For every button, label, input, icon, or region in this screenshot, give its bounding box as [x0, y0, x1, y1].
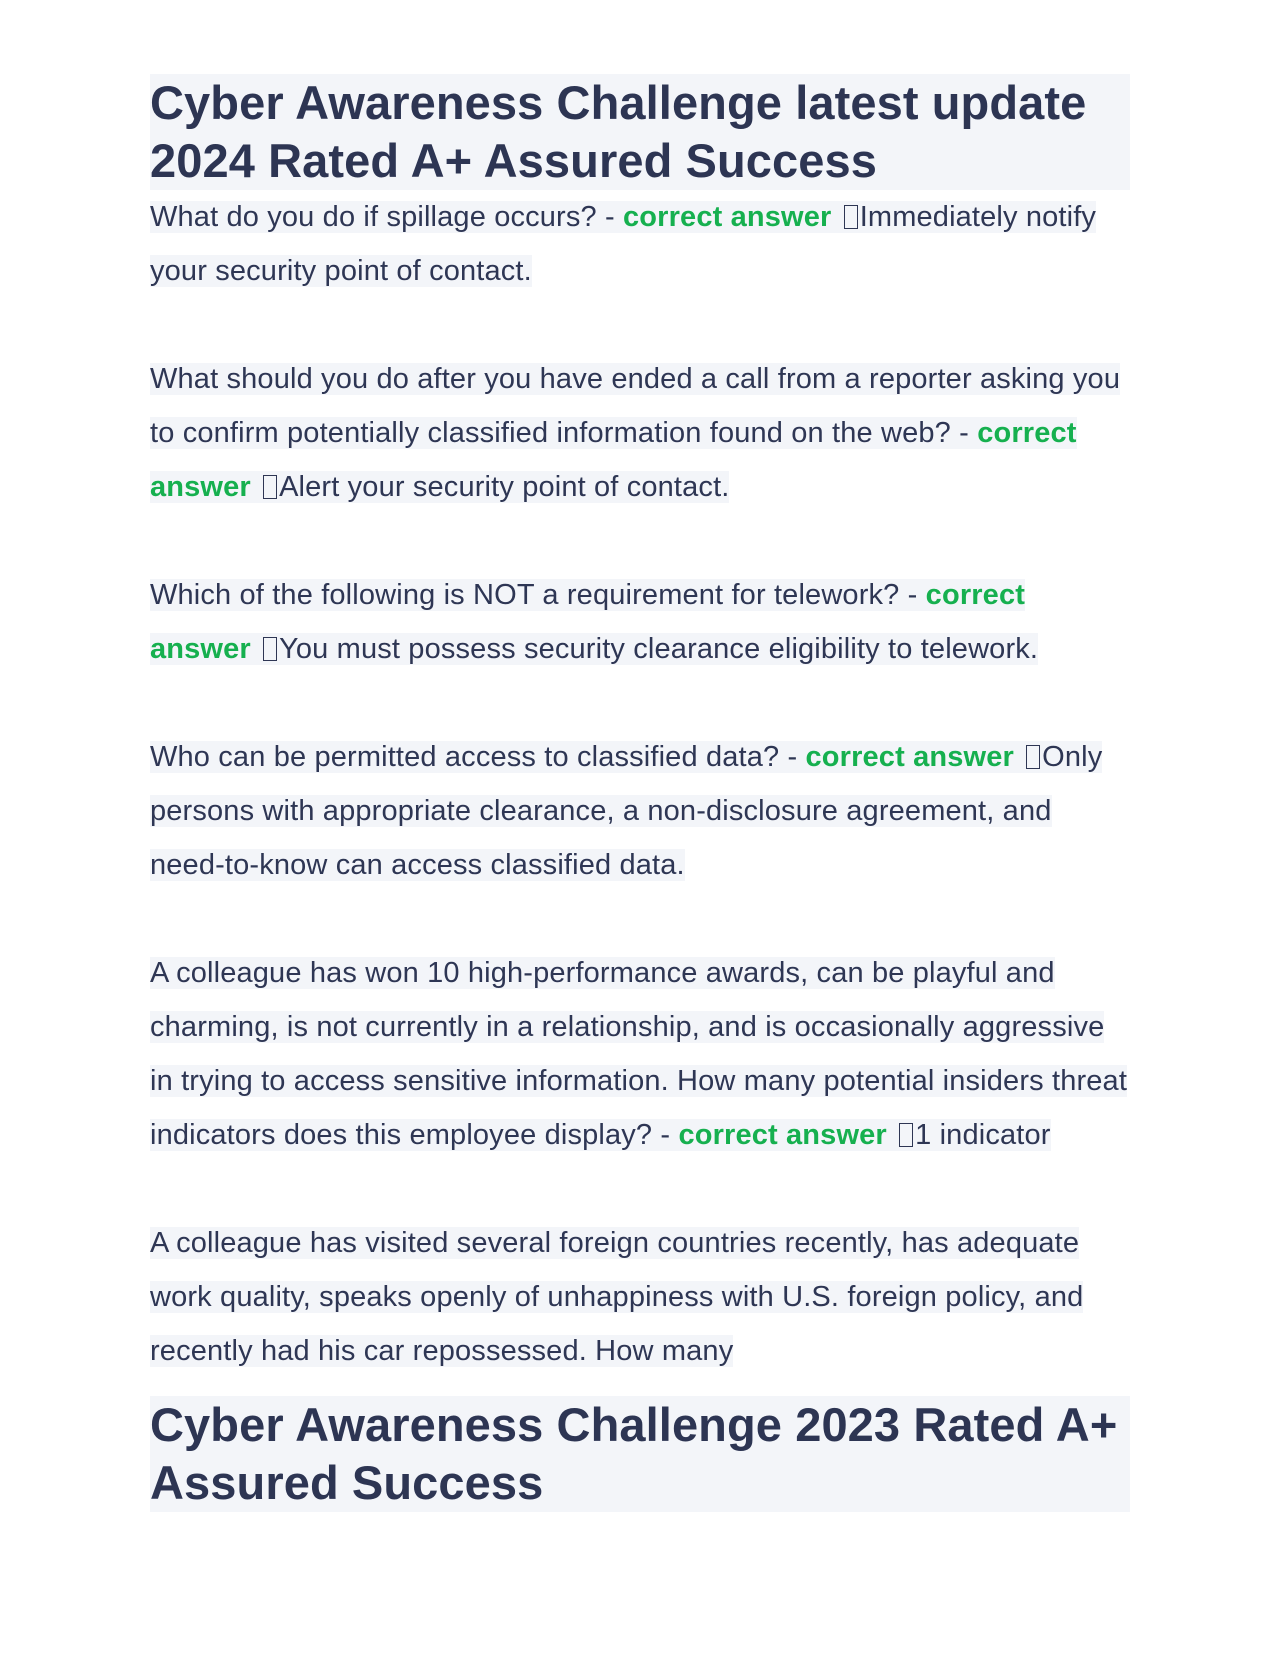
correct-answer-label: correct answer	[150, 579, 1026, 665]
document-page	[150, 74, 1130, 1512]
answer-text: Alert your security point of contact.	[279, 471, 730, 503]
document-title: Cyber Awareness Challenge latest update 2024 Rated A+ Assured Success	[150, 74, 1130, 190]
partial-question-text: A colleague has visited several foreign countries recently, has adequate work quality, speaks openly of unhappiness with U.S. foreign policy, and recently had his car repossessed. How many	[150, 1227, 1084, 1367]
correct-answer-label: correct answer	[623, 201, 832, 233]
answer-text: Only persons with appropriate clearance, a non-disclosure agreement, and need-to-know can access classified data.	[150, 741, 1103, 881]
question-text: A colleague has won 10 high-performance awards, can be playful and charming, is not currently in a relationship, and is occasionally aggressive in trying to access sensitive information. How many potential insiders threat indicators does this employee display? -	[150, 957, 1128, 1151]
qa-item	[150, 946, 1130, 1162]
qa-item	[150, 730, 1130, 892]
second-title: Cyber Awareness Challenge 2023 Rated A+ Assured Success	[150, 1396, 1130, 1512]
answer-text: Immediately notify your security point of contact.	[150, 201, 1097, 287]
question-text: Which of the following is NOT a requirement for telework? -	[150, 579, 918, 611]
box-glyph-icon	[844, 205, 858, 229]
correct-answer-label: correct answer	[805, 741, 1014, 773]
box-glyph-icon	[1026, 745, 1040, 769]
answer-text: You must possess security clearance eligibility to telework.	[279, 633, 1039, 665]
question-text: Who can be permitted access to classified data? -	[150, 741, 798, 773]
qa-item	[150, 568, 1130, 676]
answer-text: 1 indicator	[915, 1119, 1051, 1151]
qa-item	[150, 352, 1130, 514]
question-text: What do you do if spillage occurs? -	[150, 201, 615, 233]
box-glyph-icon	[899, 1123, 913, 1147]
qa-item-partial	[150, 1216, 1130, 1378]
correct-answer-label: correct answer	[150, 417, 1077, 503]
correct-answer-label: correct answer	[678, 1119, 887, 1151]
box-glyph-icon	[263, 637, 277, 661]
question-text: What should you do after you have ended a call from a reporter asking you to confirm potentially classified information found on the web? -	[150, 363, 1121, 449]
qa-item	[150, 190, 1130, 298]
box-glyph-icon	[263, 475, 277, 499]
